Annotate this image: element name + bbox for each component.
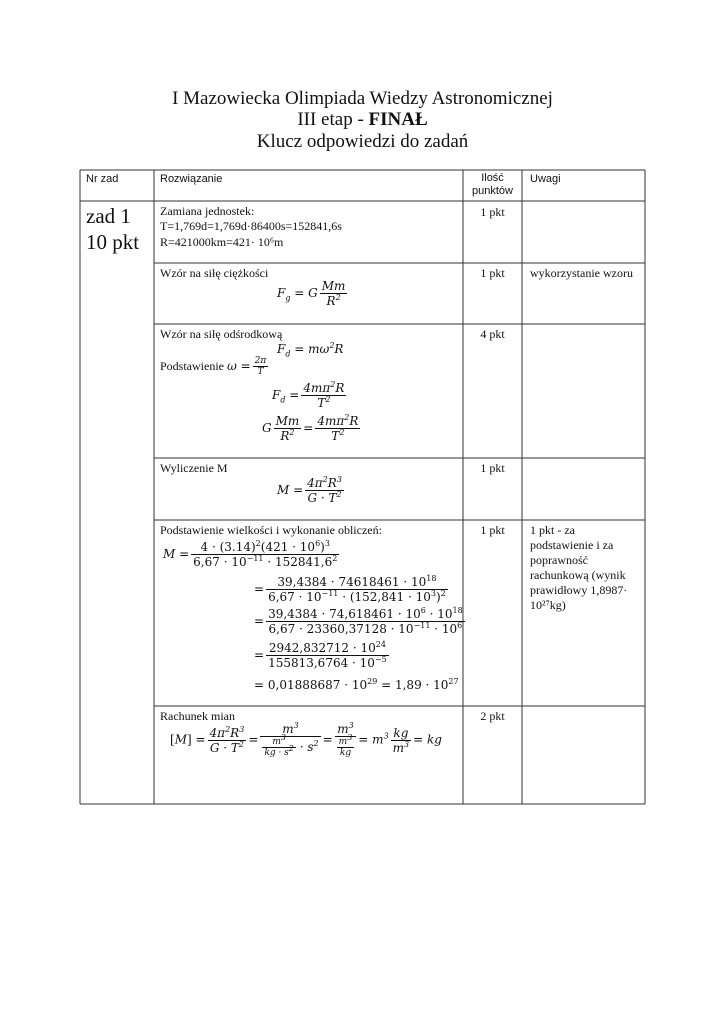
column-header-remarks: Uwagi xyxy=(530,173,561,185)
stage-final: FINAŁ xyxy=(368,109,428,130)
row2-label: Wzór na siłę ciężkości xyxy=(160,266,269,280)
row5-remarks: 1 pkt - za podstawienie i za poprawność rachunkową (wynik prawidłowy 1,8987· 10²⁷kg) xyxy=(530,523,628,612)
row6-label: Rachunek mian xyxy=(160,709,235,723)
column-header-task: Nr zad xyxy=(86,173,119,185)
row2-remarks: wykorzystanie wzoru xyxy=(530,266,633,280)
document-title: I Mazowiecka Olimpiada Wiedzy Astronomicznej xyxy=(172,88,553,109)
mass-formula: M = $\frac{4\pi^2R^3}{G \cdot T^2}$ xyxy=(277,475,342,505)
calc-step-2: = $\frac{39,4384 \cdot 74618461 \cdot 10^{18}}{6,67 \cdot 10^{-11} \cdot (152,841 \cdot 10^3)^2}$ xyxy=(254,574,446,604)
document-stage xyxy=(0,109,725,130)
task-number: zad 1 xyxy=(86,204,131,228)
row1-points: 1 pkt xyxy=(480,205,505,219)
column-header-solution: Rozwiązanie xyxy=(160,173,223,185)
calc-step-3: = $\frac{39,4384 \cdot 74,618461 \cdot 10^6 \cdot 10^{18}}{6,67 \cdot 23360,37128 \cdot 10^{-11} \cdot 10^6}$ xyxy=(254,606,463,636)
stage-prefix: III etap - xyxy=(297,109,369,130)
column-header-points: Ilość punktów xyxy=(472,172,513,197)
force-balance-equation: G $\frac{Mm}{R^2}$ = $\frac{4m\pi^2R}{T^2}$ xyxy=(262,413,359,443)
calc-step-1: M = $\frac{4 \cdot (3.14)^2(421 \cdot 10^6)^3}{6,67 \cdot 10^{-11} \cdot 152841,6^2}$ xyxy=(163,539,338,569)
row1-radius-conversion: R=421000km=421· 10⁶m xyxy=(160,235,284,249)
row2-points: 1 pkt xyxy=(480,266,505,280)
omega-substitution: Podstawienie ω = $\frac{2\pi}{T}$ xyxy=(160,356,267,377)
row5-points: 1 pkt xyxy=(480,523,505,537)
calc-step-4: = $\frac{2942,832712 \cdot 10^{24}}{155813,6764 \cdot 10^{-5}}$ xyxy=(254,640,387,670)
row5-label: Podstawienie wielkości i wykonanie obliczeń: xyxy=(160,523,382,537)
centrifugal-force-formula: $F_d = m\omega^2R$ xyxy=(277,341,344,359)
task-points: 10 pkt xyxy=(86,230,140,254)
row3-label: Wzór na siłę odśrodkową xyxy=(160,327,283,341)
centrifugal-force-period-formula: $F_d$ = $\frac{4m\pi^2R}{T^2}$ xyxy=(272,380,345,410)
calc-result: = $0,01888687 \cdot 10^{29} = 1,89 \cdot 10^{27}$ xyxy=(254,677,459,692)
document-subtitle: Klucz odpowiedzi do zadań xyxy=(256,131,469,152)
gravity-formula: $F_g = G$ $\frac{Mm}{R^2}$ xyxy=(277,279,346,308)
unit-calculation: [M] = $\frac{4\pi^2R^3}{G \cdot T^2}$ = $m^3$ $\frac{m^3}{kg \cdot s^2}$ · $s^2$ = $\frac{m^3}{\frac{m^3}{kg}}$ = $m^3$ $\frac{kg}{m^3}$ = kg xyxy=(170,721,442,758)
row1-period-conversion: T=1,769d=1,769d·86400s=152841,6s xyxy=(160,219,342,233)
row3-points: 4 pkt xyxy=(480,327,505,341)
row6-points: 2 pkt xyxy=(480,709,505,723)
row4-label: Wyliczenie M xyxy=(160,461,228,475)
row1-label: Zamiana jednostek: xyxy=(160,204,255,218)
row4-points: 1 pkt xyxy=(480,461,505,475)
row3-sub-label: Podstawienie xyxy=(160,359,224,373)
